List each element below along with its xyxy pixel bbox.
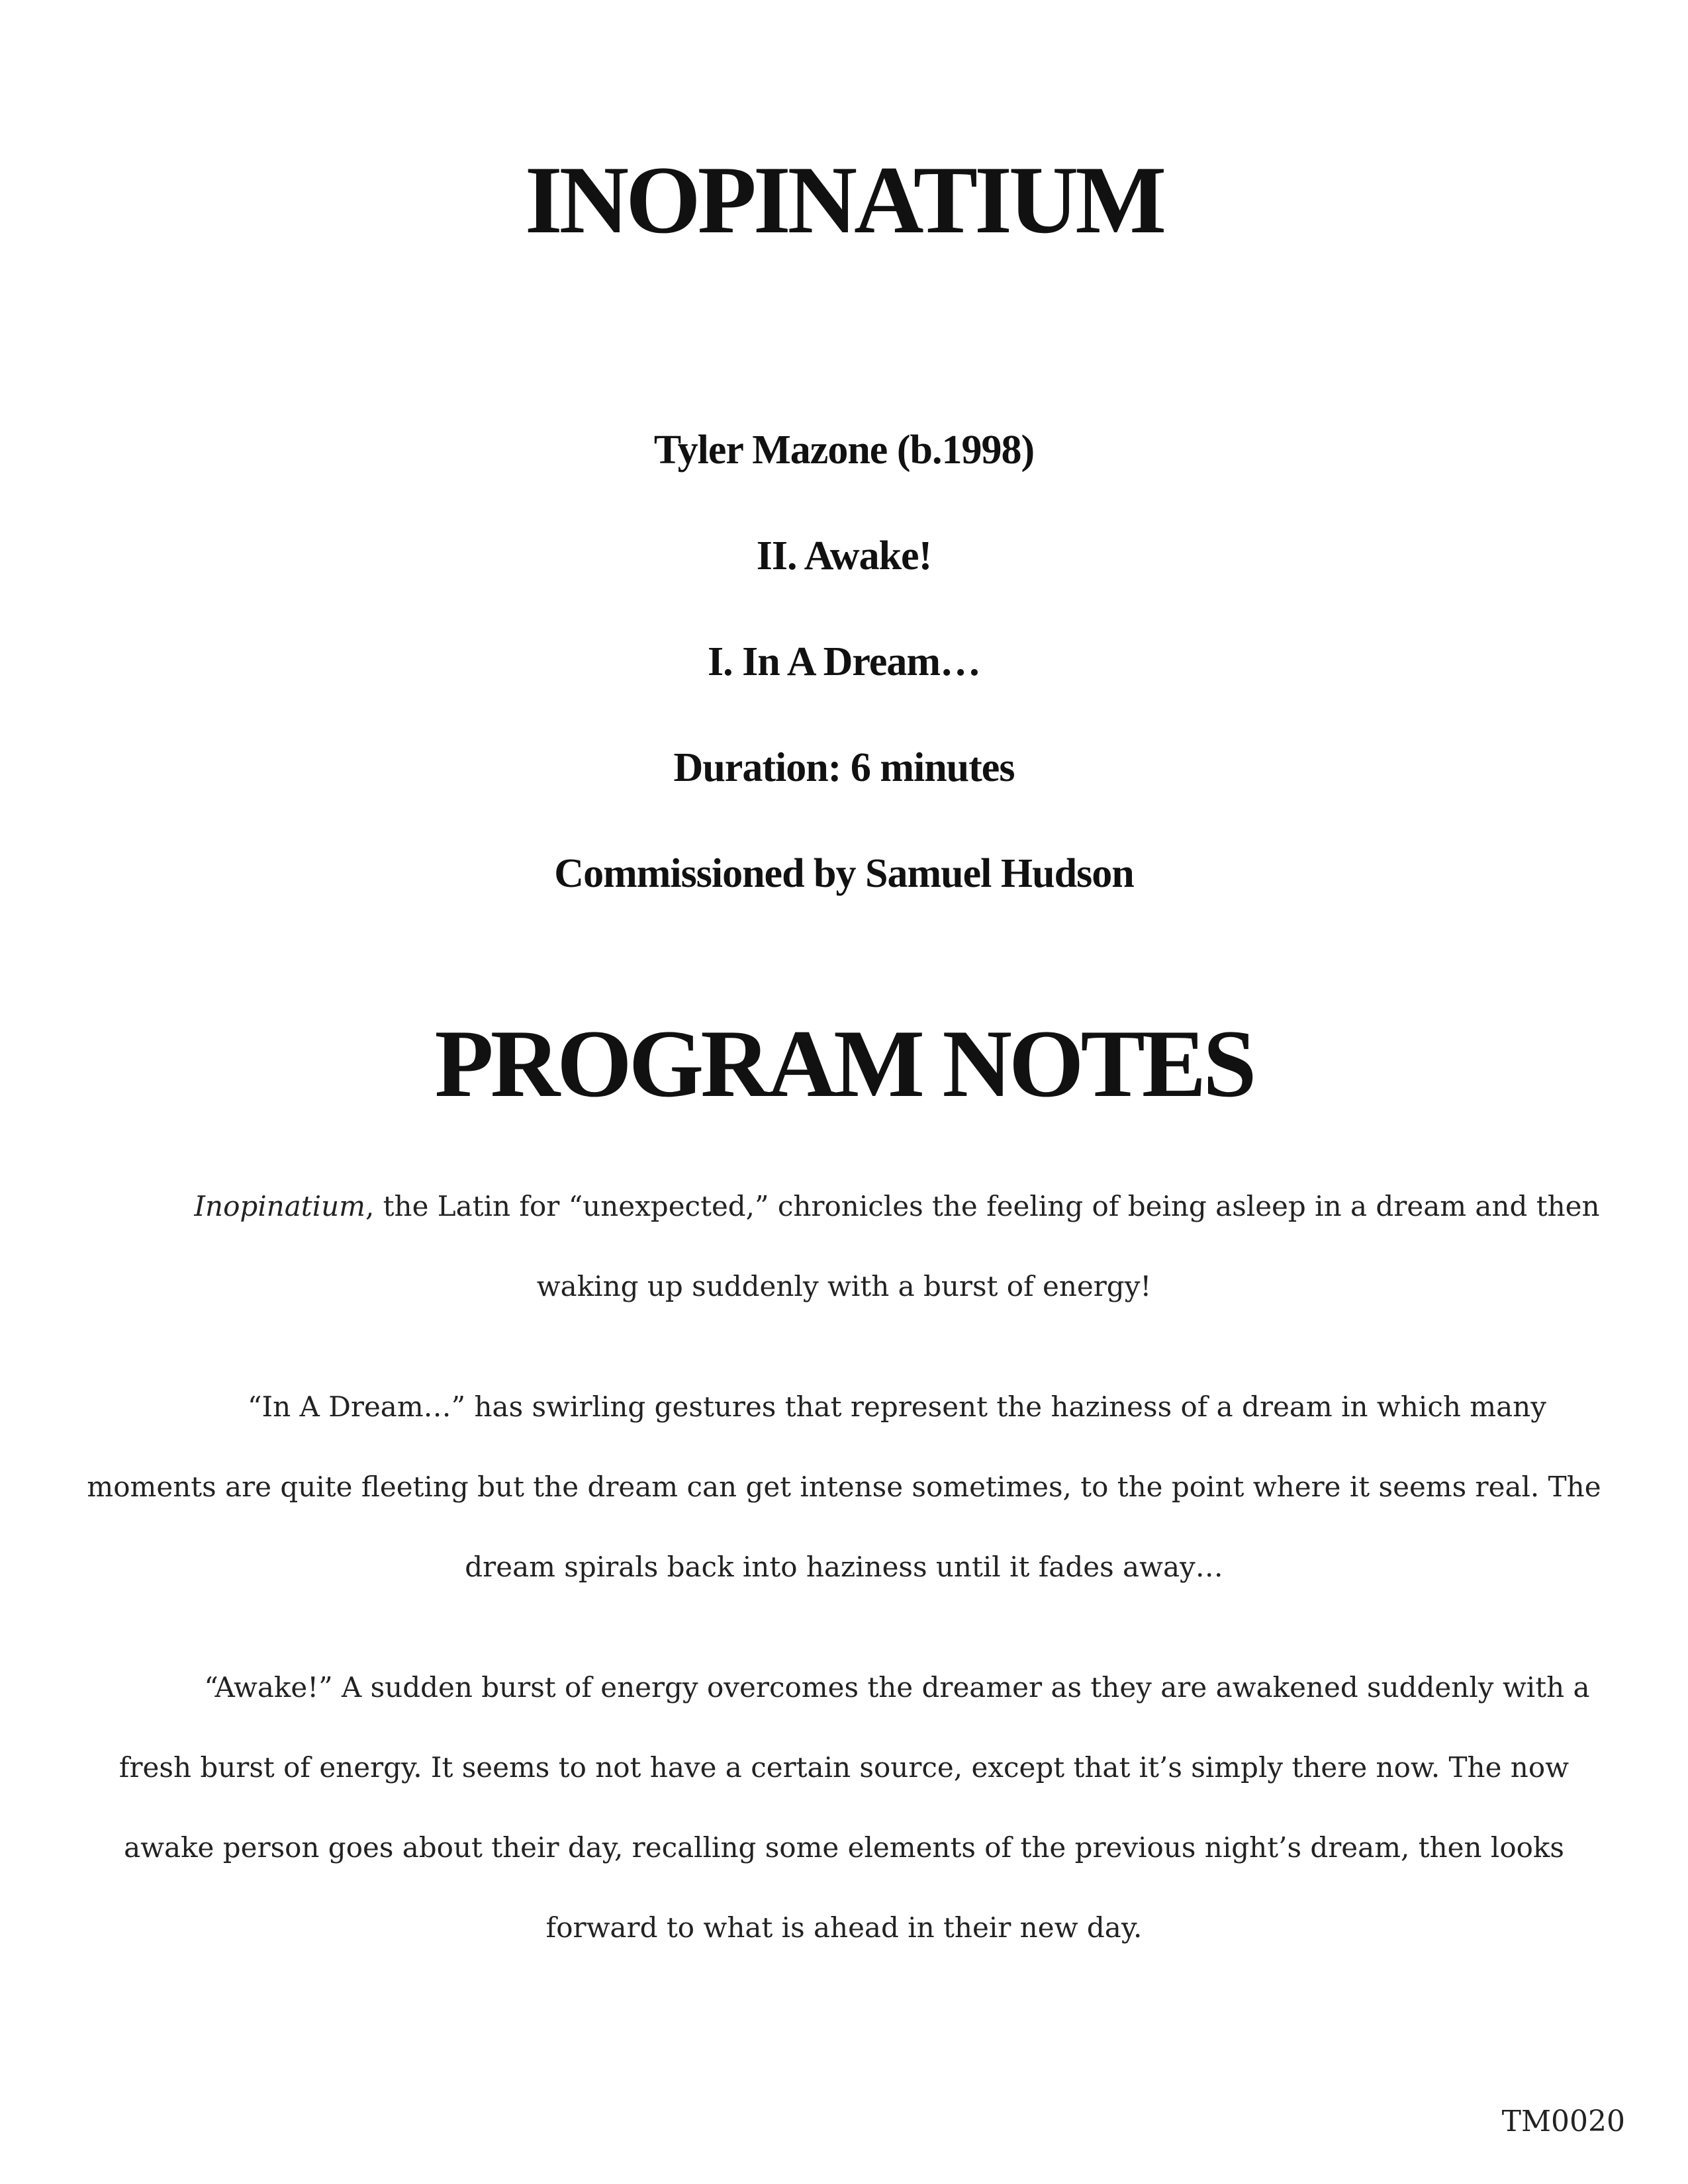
document-code: TM0020 (1501, 2105, 1625, 2138)
movement-one-line: I. In A Dream… (707, 639, 980, 684)
notes-paragraph-awake: “Awake!” A sudden burst of energy overcomes the dreamer as they are awakened suddenly with a fresh burst of energy. It seems to not have a certain source, except that it’s simply there now. The now awake person goes about their day, recalling some elements of the previous night’s dream, then looks forward to what is ahead in their new day. (118, 1671, 1590, 1944)
composer-line: Tyler Mazone (b.1998) (653, 428, 1035, 473)
duration-line: Duration: 6 minutes (673, 745, 1015, 790)
intro-text: , the Latin for “unexpected,” chronicles the feeling of being asleep in a dream and then waking up suddenly with a burst of energy! (365, 1190, 1600, 1302)
commission-line: Commissioned by Samuel Hudson (554, 851, 1134, 896)
document-title: INOPINATIUM (524, 146, 1164, 253)
program-notes-body (86, 1166, 1602, 2008)
piece-info (0, 417, 1688, 946)
program-notes-heading: PROGRAM NOTES (434, 1010, 1254, 1117)
movement-two-line: II. Awake! (756, 533, 932, 578)
notes-paragraph-intro (86, 1166, 1602, 1326)
notes-paragraph-dream: “In A Dream…” has swirling gestures that represent the haziness of a dream in which many moments are quite fleeting but the dream can get intense sometimes, to the point where it seems real. The dream spirals back into haziness until it fades away… (87, 1390, 1601, 1583)
piece-title-italic: Inopinatium (194, 1190, 365, 1222)
